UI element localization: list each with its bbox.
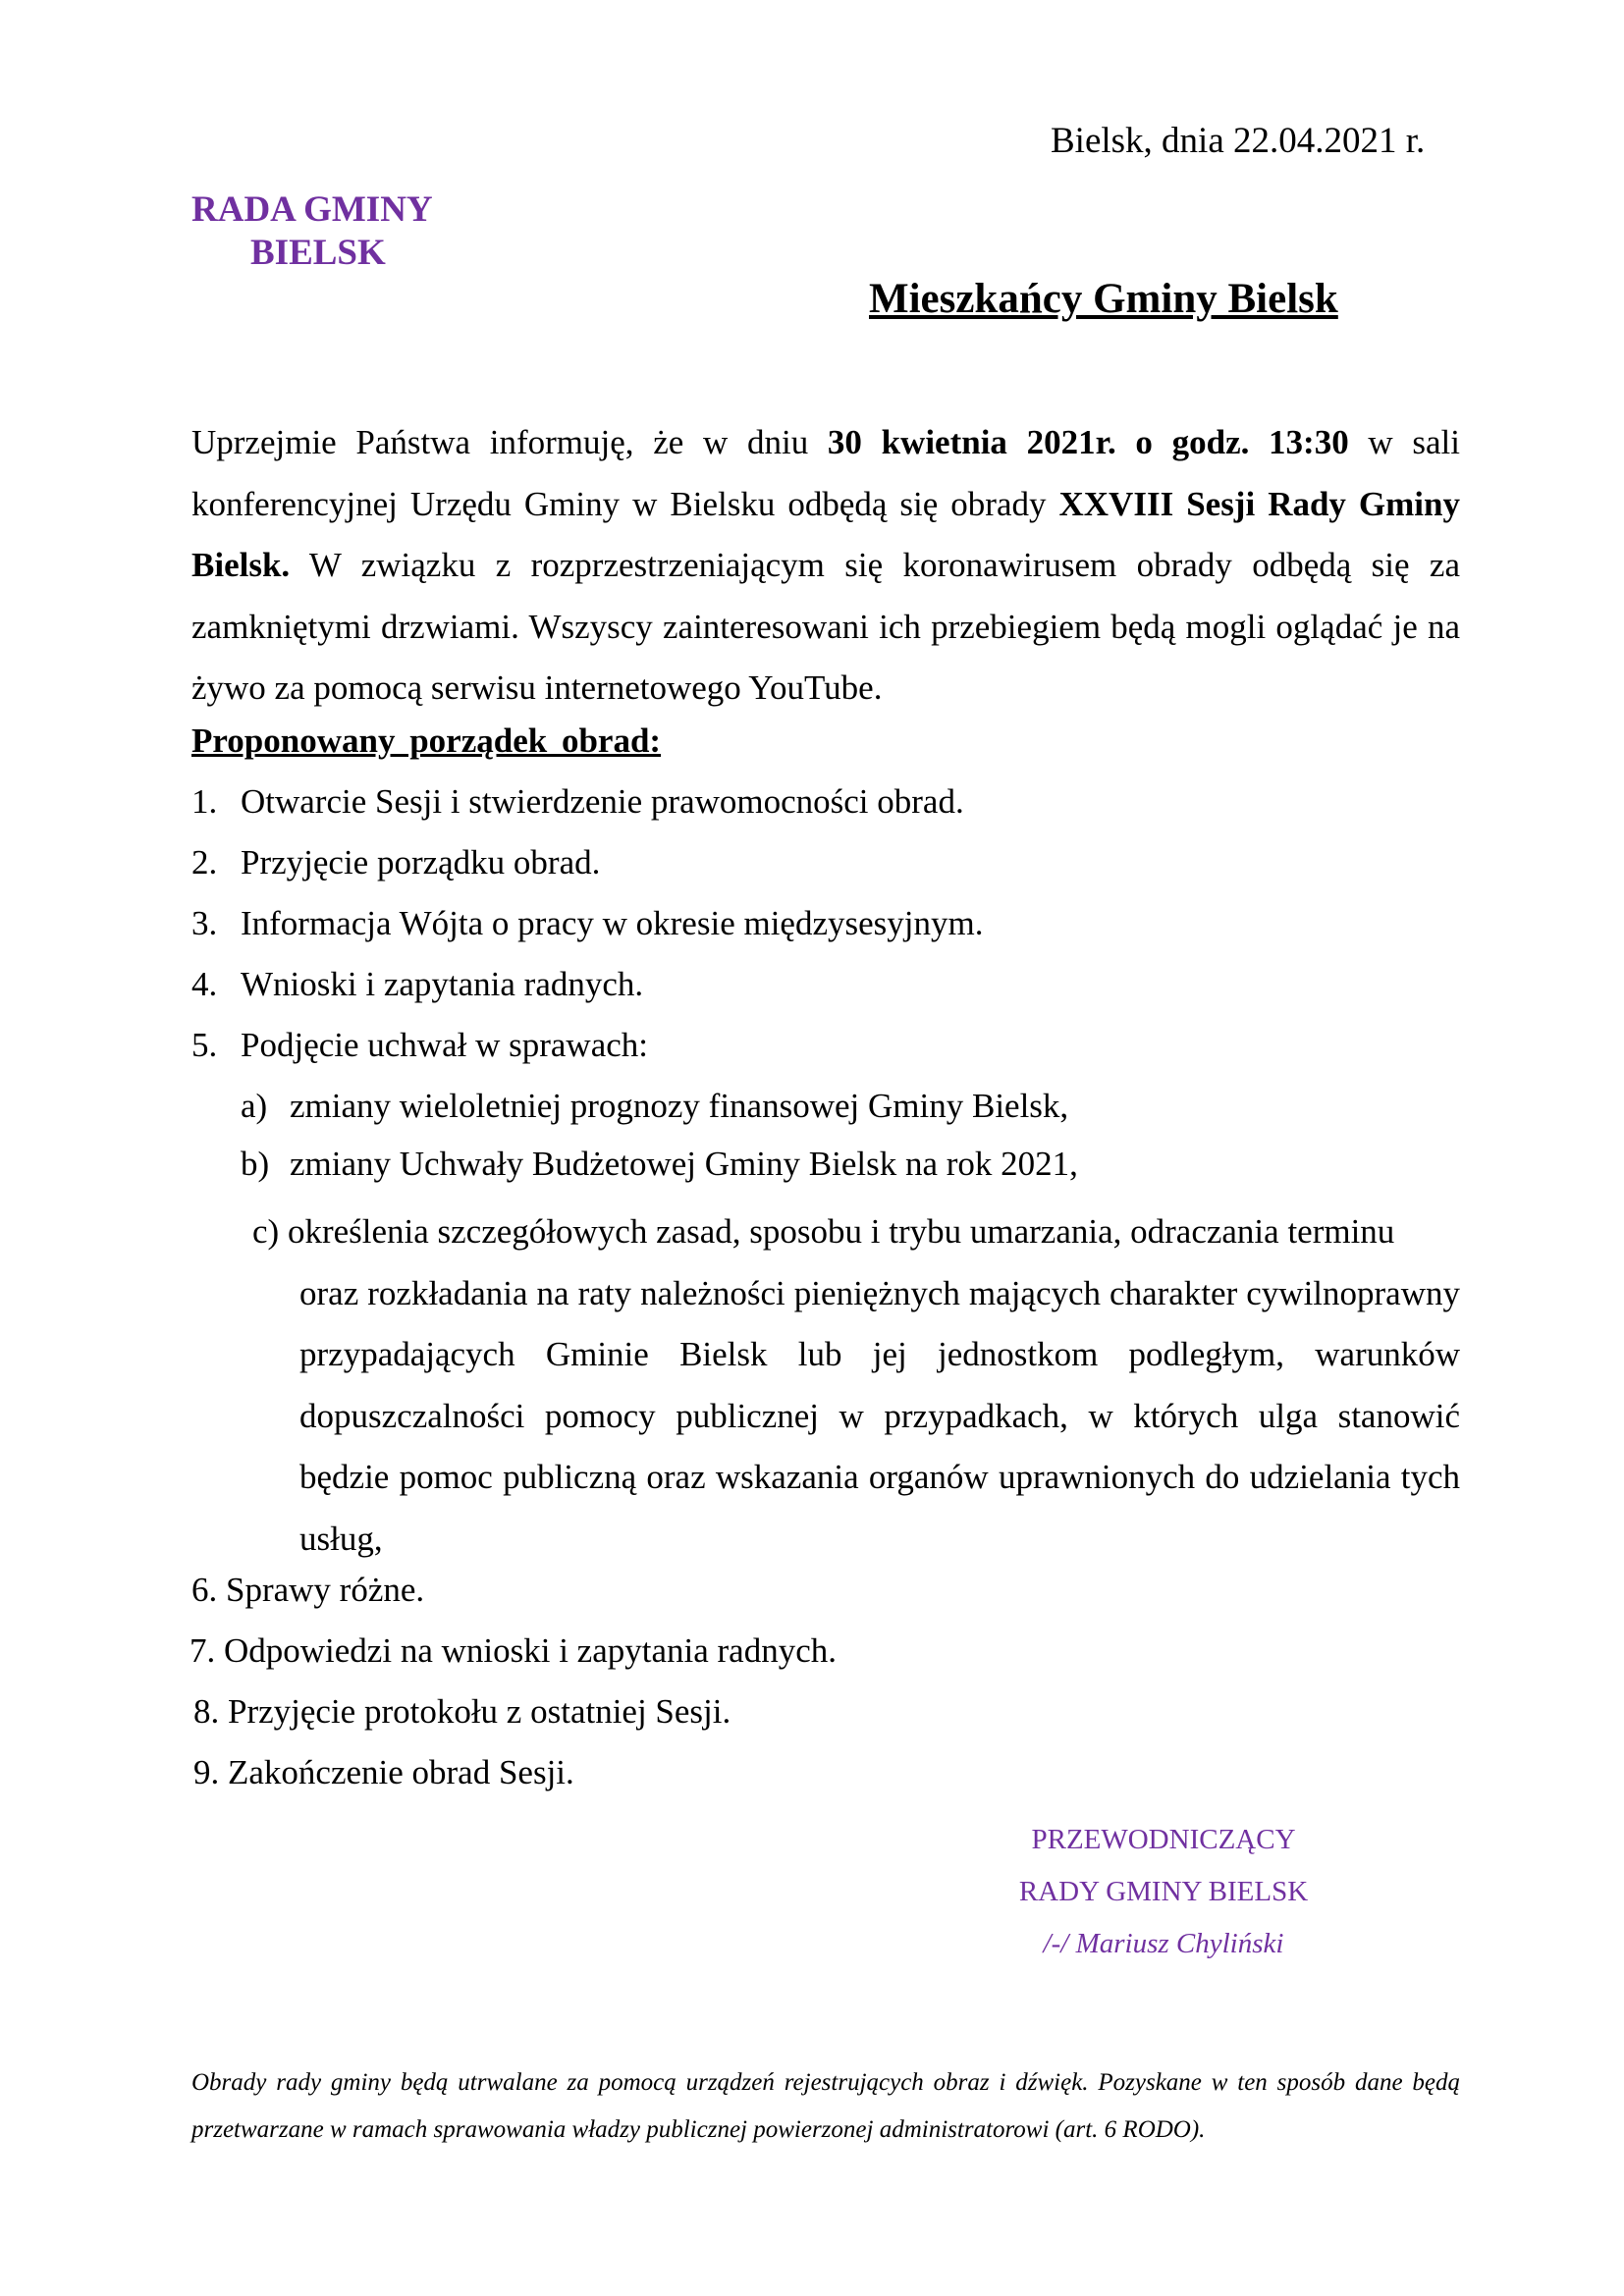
agenda-item-7: 7. Odpowiedzi na wnioski i zapytania radnych.	[189, 1631, 837, 1670]
agenda-item-9: 9. Zakończenie obrad Sesji.	[193, 1753, 574, 1791]
agenda-item-8: 8. Przyjęcie protokołu z ostatniej Sesji.	[193, 1692, 731, 1731]
agenda-subitem-a	[241, 1087, 1068, 1126]
agenda-subitem-c	[252, 1201, 1460, 1570]
agenda-item-text: Informacja Wójta o pracy w okresie międzysesyjnym.	[241, 904, 984, 942]
agenda-subitem-letter: b)	[241, 1145, 270, 1183]
issuer-line-1: RADA GMINY	[191, 189, 433, 230]
signature-body: RADY GMINY BIELSK	[1018, 1876, 1309, 1907]
agenda-subitem-letter: a)	[241, 1087, 268, 1125]
agenda-item-3	[191, 904, 983, 943]
agenda-subitem-text: określenia szczegółowych zasad, sposobu i trybu umarzania, odraczania terminu	[287, 1212, 1395, 1251]
agenda-subitem-letter: c)	[252, 1212, 280, 1251]
intro-text-2: w sali konferencyjnej Urzędu Gminy w Bielsku odbędą się obrady	[191, 423, 1460, 523]
agenda-item-text: Otwarcie Sesji i stwierdzenie prawomocności obrad.	[241, 782, 964, 821]
signature-title: PRZEWODNICZĄCY	[1031, 1824, 1296, 1855]
agenda-item-6: 6. Sprawy różne.	[191, 1571, 425, 1609]
rodo-footnote: Obrady rady gminy będą utrwalane za pomocą urządzeń rejestrujących obraz i dźwięk. Pozyskane w ten sposób dane będą przetwarzane w ramach sprawowania władzy publicznej powierzonej administratorowi (art. 6 RODO).	[191, 2069, 1460, 2143]
intro-text-3: W związku z rozprzestrzeniającym się koronawirusem obrady odbędą się za zamkniętymi drzwiami. Wszyscy zainteresowani ich przebiegiem będą mogli oglądać je na żywo za pomocą serwisu internetowego YouTube.	[191, 546, 1460, 707]
agenda-item-number: 2.	[191, 843, 218, 881]
agenda-item-5	[191, 1026, 648, 1065]
agenda-subitem-text: zmiany Uchwały Budżetowej Gminy Bielsk na rok 2021,	[290, 1145, 1078, 1183]
addressee-heading: Mieszkańcy Gminy Bielsk	[869, 276, 1338, 322]
agenda-subitem-c-first-line	[252, 1201, 1460, 1263]
agenda-item-text: Wnioski i zapytania radnych.	[241, 965, 644, 1003]
session-name: XXVIII Sesji Rady Gminy Bielsk.	[191, 484, 1460, 584]
agenda-item-1	[191, 782, 964, 822]
agenda-item-number: 3.	[191, 904, 218, 942]
agenda-subitem-c-continuation: oraz rozkładania na raty należności pieniężnych mających charakter cywilnoprawny przypadających Gminie Bielsk lub jej jednostkom podległym, warunków dopuszczalności pomocy publicznej w przypadkach, w których ulga stanowić będzie pomoc publiczną oraz wskazania organów uprawnionych do udzielania tych usług,	[299, 1273, 1460, 1558]
issuer-line-2: BIELSK	[250, 233, 386, 273]
intro-text-1: Uprzejmie Państwa informuję, że w dniu	[191, 423, 828, 461]
issuer-block	[191, 188, 433, 275]
signature-block	[967, 1814, 1360, 1970]
agenda-title: Proponowany porządek obrad:	[191, 721, 662, 760]
agenda-item-number: 4.	[191, 965, 218, 1003]
intro-paragraph	[191, 412, 1460, 720]
meeting-datetime: 30 kwietnia 2021r. o godz. 13:30	[827, 423, 1349, 461]
agenda-item-number: 1.	[191, 782, 218, 821]
agenda-item-4	[191, 965, 643, 1004]
agenda-item-text: Podjęcie uchwał w sprawach:	[241, 1026, 648, 1064]
agenda-item-2	[191, 843, 600, 882]
signature-name: /-/ Mariusz Chyliński	[1043, 1928, 1284, 1959]
document-date: Bielsk, dnia 22.04.2021 r.	[1051, 121, 1426, 161]
agenda-item-text: Przyjęcie porządku obrad.	[241, 843, 601, 881]
agenda-subitem-b	[241, 1145, 1078, 1184]
agenda-item-number: 5.	[191, 1026, 218, 1064]
agenda-subitem-text: zmiany wieloletniej prognozy finansowej Gminy Bielsk,	[290, 1087, 1069, 1125]
